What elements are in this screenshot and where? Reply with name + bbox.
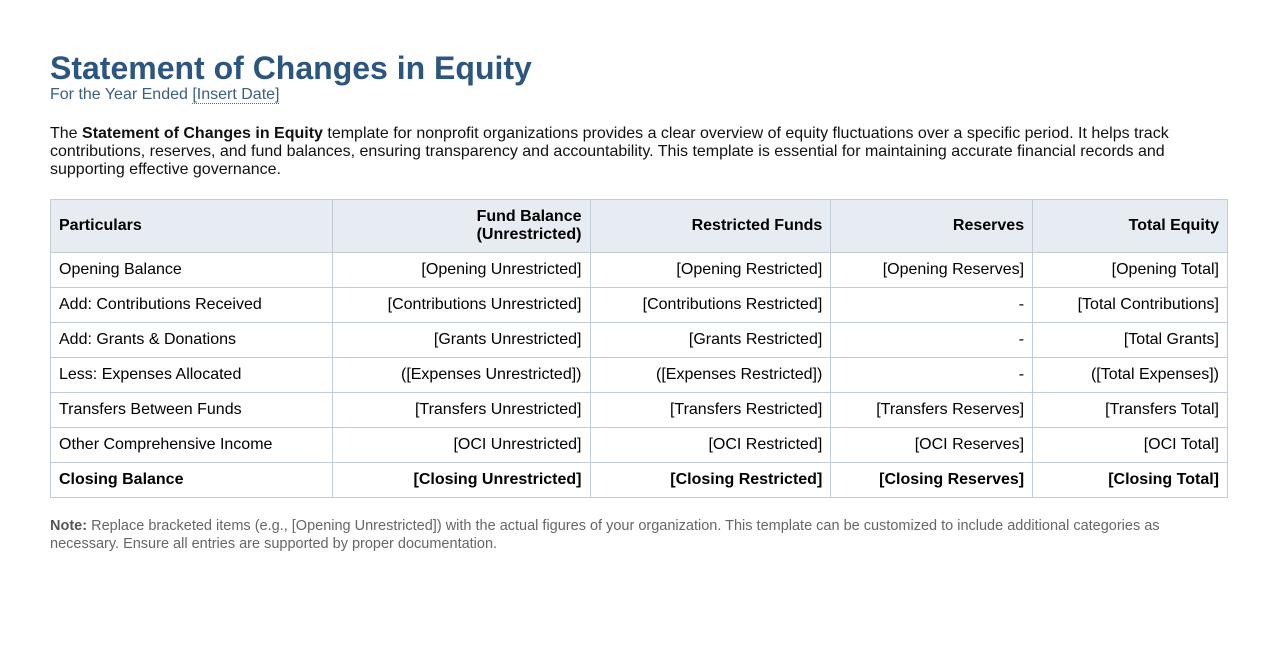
header-fund-balance-line2: (Unrestricted) <box>476 226 582 243</box>
cell: [Contributions Unrestricted] <box>332 288 590 323</box>
page-title: Statement of Changes in Equity <box>50 50 532 86</box>
table-row <box>51 358 1228 393</box>
cell: ([Total Expenses]) <box>1033 358 1228 393</box>
cell: [Transfers Reserves] <box>831 393 1033 428</box>
header-reserves: Reserves <box>831 200 1033 253</box>
cell: [Grants Restricted] <box>590 323 831 358</box>
cell: Add: Grants & Donations <box>51 323 333 358</box>
header-particulars: Particulars <box>51 200 333 253</box>
table-row <box>51 323 1228 358</box>
cell: Add: Contributions Received <box>51 288 333 323</box>
document-page <box>50 50 1228 553</box>
cell: [Opening Restricted] <box>590 253 831 288</box>
cell: [Closing Reserves] <box>831 463 1033 498</box>
cell: [Transfers Unrestricted] <box>332 393 590 428</box>
cell: [OCI Restricted] <box>590 428 831 463</box>
cell: [OCI Reserves] <box>831 428 1033 463</box>
date-placeholder: [Insert Date] <box>192 86 280 103</box>
table-row <box>51 288 1228 323</box>
cell: Other Comprehensive Income <box>51 428 333 463</box>
cell: [Opening Reserves] <box>831 253 1033 288</box>
cell: Opening Balance <box>51 253 333 288</box>
page-subtitle <box>50 86 1228 104</box>
cell: [Transfers Total] <box>1033 393 1228 428</box>
table-row <box>51 393 1228 428</box>
intro-text: template for nonprofit organizations provides a clear overview of equity fluctuations over a specific period. It helps track contributions, reserves, and fund balances, ensuring transparency and accountability. This template is essential for maintaining accurate financial records and supporting effective governance. <box>50 125 1169 178</box>
cell: [Total Contributions] <box>1033 288 1228 323</box>
cell: - <box>831 358 1033 393</box>
footnote <box>50 518 1228 553</box>
intro-paragraph <box>50 125 1228 179</box>
cell: [Total Grants] <box>1033 323 1228 358</box>
note-text: Replace bracketed items (e.g., [Opening Unrestricted]) with the actual figures of your organization. This template can be customized to include additional categories as necessary. Ensure all entries are supported by proper documentation. <box>50 518 1160 552</box>
cell: [Contributions Restricted] <box>590 288 831 323</box>
header-restricted-funds: Restricted Funds <box>590 200 831 253</box>
header-total-equity: Total Equity <box>1033 200 1228 253</box>
cell: [OCI Unrestricted] <box>332 428 590 463</box>
cell: [OCI Total] <box>1033 428 1228 463</box>
cell: [Opening Unrestricted] <box>332 253 590 288</box>
cell: Transfers Between Funds <box>51 393 333 428</box>
table-row <box>51 428 1228 463</box>
cell: - <box>831 288 1033 323</box>
cell: Closing Balance <box>51 463 333 498</box>
cell: ([Expenses Restricted]) <box>590 358 831 393</box>
cell: Less: Expenses Allocated <box>51 358 333 393</box>
cell: [Closing Restricted] <box>590 463 831 498</box>
intro-prefix: The <box>50 125 83 142</box>
cell: [Transfers Restricted] <box>590 393 831 428</box>
note-label: Note: <box>50 518 88 534</box>
cell: [Closing Unrestricted] <box>332 463 590 498</box>
header-fund-balance-line1: Fund Balance <box>476 208 582 225</box>
cell: [Closing Total] <box>1033 463 1228 498</box>
closing-balance-row <box>51 463 1228 498</box>
cell: [Opening Total] <box>1033 253 1228 288</box>
cell: ([Expenses Unrestricted]) <box>332 358 590 393</box>
cell: [Grants Unrestricted] <box>332 323 590 358</box>
cell: - <box>831 323 1033 358</box>
table-header-row <box>51 200 1228 253</box>
subtitle-prefix: For the Year Ended <box>50 86 193 103</box>
table-row <box>51 253 1228 288</box>
intro-bold: Statement of Changes in Equity <box>82 125 323 142</box>
header-fund-balance <box>332 200 590 253</box>
equity-table <box>50 199 1228 498</box>
